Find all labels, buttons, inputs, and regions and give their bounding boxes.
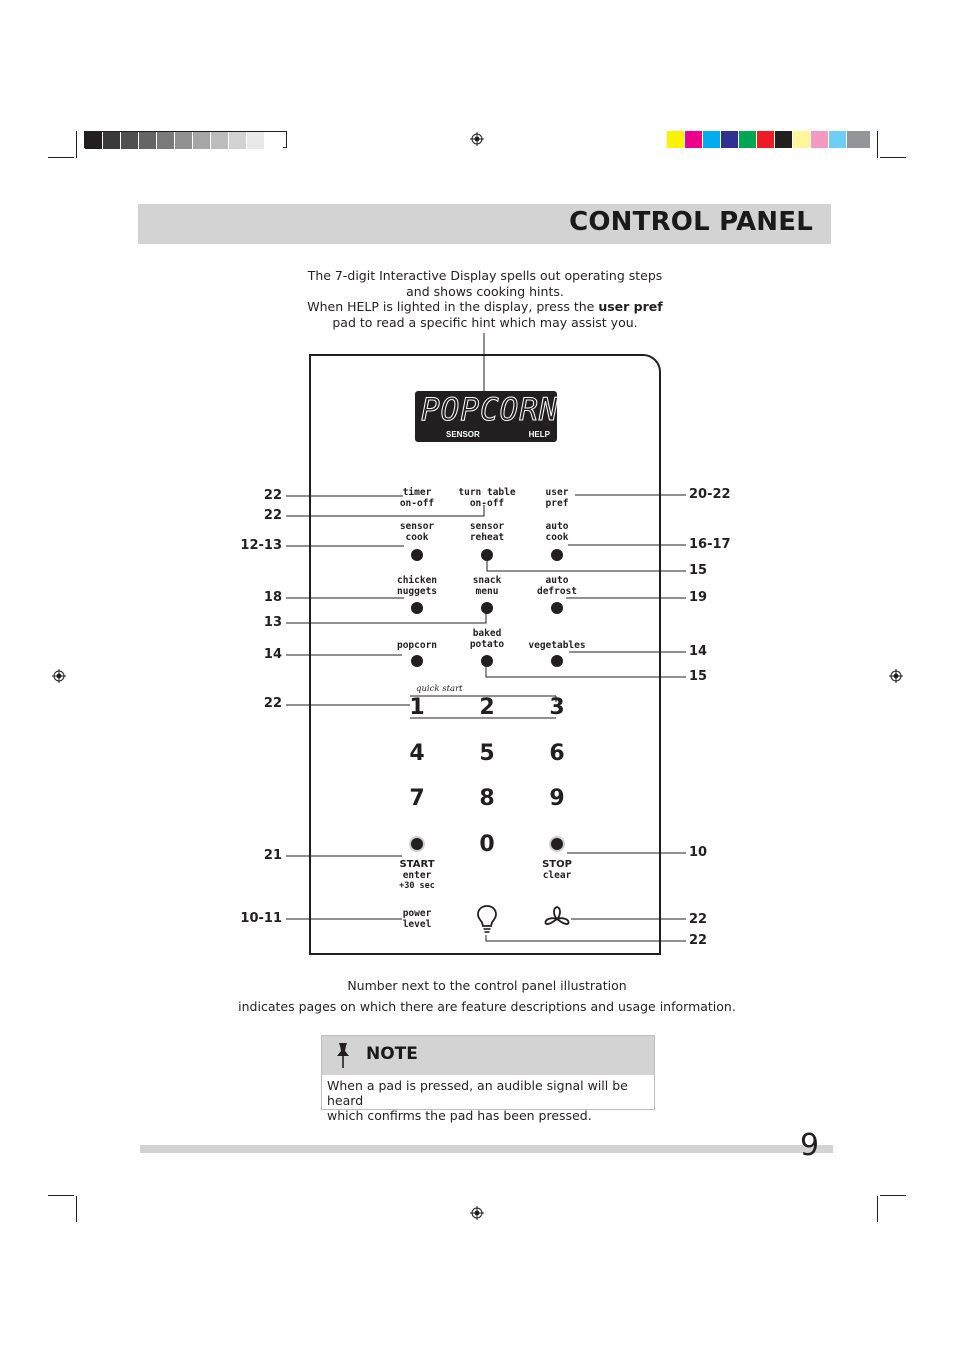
pad-label: chicken (396, 575, 438, 586)
pad-label: popcorn (396, 640, 438, 651)
footer-bar (140, 1145, 833, 1153)
callout-page-ref: 21 (263, 848, 282, 863)
callout-page-ref: 19 (689, 590, 708, 605)
pad-label: START (399, 859, 435, 870)
pad-label: +30 sec (399, 881, 435, 891)
intro-line: The 7-digit Interactive Display spells out operating steps (307, 268, 663, 283)
callout-page-ref: 14 (689, 644, 708, 659)
callout-page-ref: 22 (689, 933, 708, 948)
sensor-reheat-indicator (481, 549, 493, 561)
callout-page-ref: 10 (689, 845, 708, 860)
callout-page-ref: 22 (689, 912, 708, 927)
snack-menu-indicator (481, 602, 493, 614)
note-header (322, 1036, 654, 1075)
fan-icon[interactable] (543, 905, 571, 933)
callout-page-ref: 22 (263, 488, 282, 503)
sensor-indicator: SENSOR (446, 430, 480, 439)
digit-1-key[interactable]: 1 (409, 695, 425, 720)
help-indicator: HELP (528, 430, 550, 439)
digit-6-key[interactable]: 6 (549, 741, 565, 766)
digit-2-key[interactable]: 2 (479, 695, 495, 720)
pad-label: user (545, 487, 569, 498)
callout-page-ref: 15 (689, 563, 708, 578)
note-line: When a pad is pressed, an audible signal will be heard (327, 1078, 628, 1108)
light-bulb-icon[interactable] (476, 904, 498, 936)
pushpin-icon (334, 1041, 354, 1069)
intro-line: pad to read a specific hint which may assist you. (332, 314, 638, 330)
page-title: CONTROL PANEL (569, 207, 813, 237)
page-number: 9 (800, 1128, 820, 1163)
user-pref-pad[interactable] (512, 487, 602, 509)
user-pref-emphasis: user pref (598, 299, 663, 315)
callout-page-ref: 22 (263, 696, 282, 711)
display-readout: POPCORN (421, 392, 559, 428)
callout-page-ref: 16-17 (689, 537, 731, 552)
note-title: NOTE (366, 1044, 418, 1064)
footnote-line: Number next to the control panel illustration (347, 978, 627, 993)
intro-line: and shows cooking hints. (406, 283, 564, 299)
pad-label: defrost (536, 586, 578, 597)
pad-label: STOP (542, 859, 572, 870)
pad-label: on-off (399, 498, 435, 509)
pad-label: pref (545, 498, 569, 509)
note-line: which confirms the pad has been pressed. (327, 1108, 592, 1123)
pad-label: sensor (399, 521, 435, 532)
note-body (327, 1078, 649, 1123)
callout-page-ref: 15 (689, 669, 708, 684)
digit-5-key[interactable]: 5 (479, 741, 495, 766)
callout-page-ref: 18 (263, 590, 282, 605)
pad-label: potato (469, 639, 505, 650)
start-indicator (411, 838, 423, 850)
pad-label: snack (472, 575, 502, 586)
popcorn-indicator (411, 655, 423, 667)
callout-page-ref: 20-22 (689, 487, 731, 502)
pad-label: auto (545, 521, 569, 532)
footnote-line: indicates pages on which there are feature descriptions and usage information. (238, 999, 736, 1014)
pad-label: baked (472, 628, 502, 639)
digit-9-key[interactable]: 9 (549, 786, 565, 811)
pad-label: on-off (469, 498, 505, 509)
callout-page-ref: 10-11 (240, 911, 282, 926)
start-enter-pad[interactable] (372, 859, 462, 892)
auto-defrost-pad[interactable] (512, 575, 602, 597)
digit-0-key[interactable]: 0 (479, 832, 495, 857)
pad-label: enter (402, 870, 432, 881)
digit-3-key[interactable]: 3 (549, 695, 565, 720)
pad-label: clear (542, 870, 572, 881)
chicken-nuggets-indicator (411, 602, 423, 614)
auto-cook-pad[interactable] (512, 521, 602, 543)
pad-label: power (402, 908, 432, 919)
digit-8-key[interactable]: 8 (479, 786, 495, 811)
power-level-pad[interactable] (372, 908, 462, 930)
pad-label: reheat (469, 532, 505, 543)
baked-potato-indicator (481, 655, 493, 667)
pad-label: level (402, 919, 432, 930)
callout-page-ref: 13 (263, 615, 282, 630)
pad-label: cook (405, 532, 429, 543)
auto-defrost-indicator (551, 602, 563, 614)
stop-clear-pad[interactable] (512, 859, 602, 881)
intro-text-run: When HELP is lighted in the display, press the (307, 299, 599, 315)
callout-page-ref: 14 (263, 647, 282, 662)
stop-indicator (551, 838, 563, 850)
pad-label: turn table (458, 487, 516, 498)
pad-label: vegetables (528, 640, 586, 651)
note-box (321, 1035, 655, 1123)
auto-cook-indicator (551, 549, 563, 561)
digit-7-key[interactable]: 7 (409, 786, 425, 811)
quick-start-label: quick start (416, 684, 463, 694)
pad-label: timer (402, 487, 432, 498)
digit-4-key[interactable]: 4 (409, 741, 425, 766)
callout-page-ref: 22 (263, 508, 282, 523)
callout-page-ref: 12-13 (240, 538, 282, 553)
pad-label: sensor (469, 521, 505, 532)
pad-label: menu (475, 586, 499, 597)
interactive-display (415, 391, 557, 442)
pad-label: cook (545, 532, 569, 543)
pad-label: auto (545, 575, 569, 586)
vegetables-indicator (551, 655, 563, 667)
pad-label: nuggets (396, 586, 438, 597)
vegetables-pad[interactable] (512, 640, 602, 651)
sensor-cook-indicator (411, 549, 423, 561)
